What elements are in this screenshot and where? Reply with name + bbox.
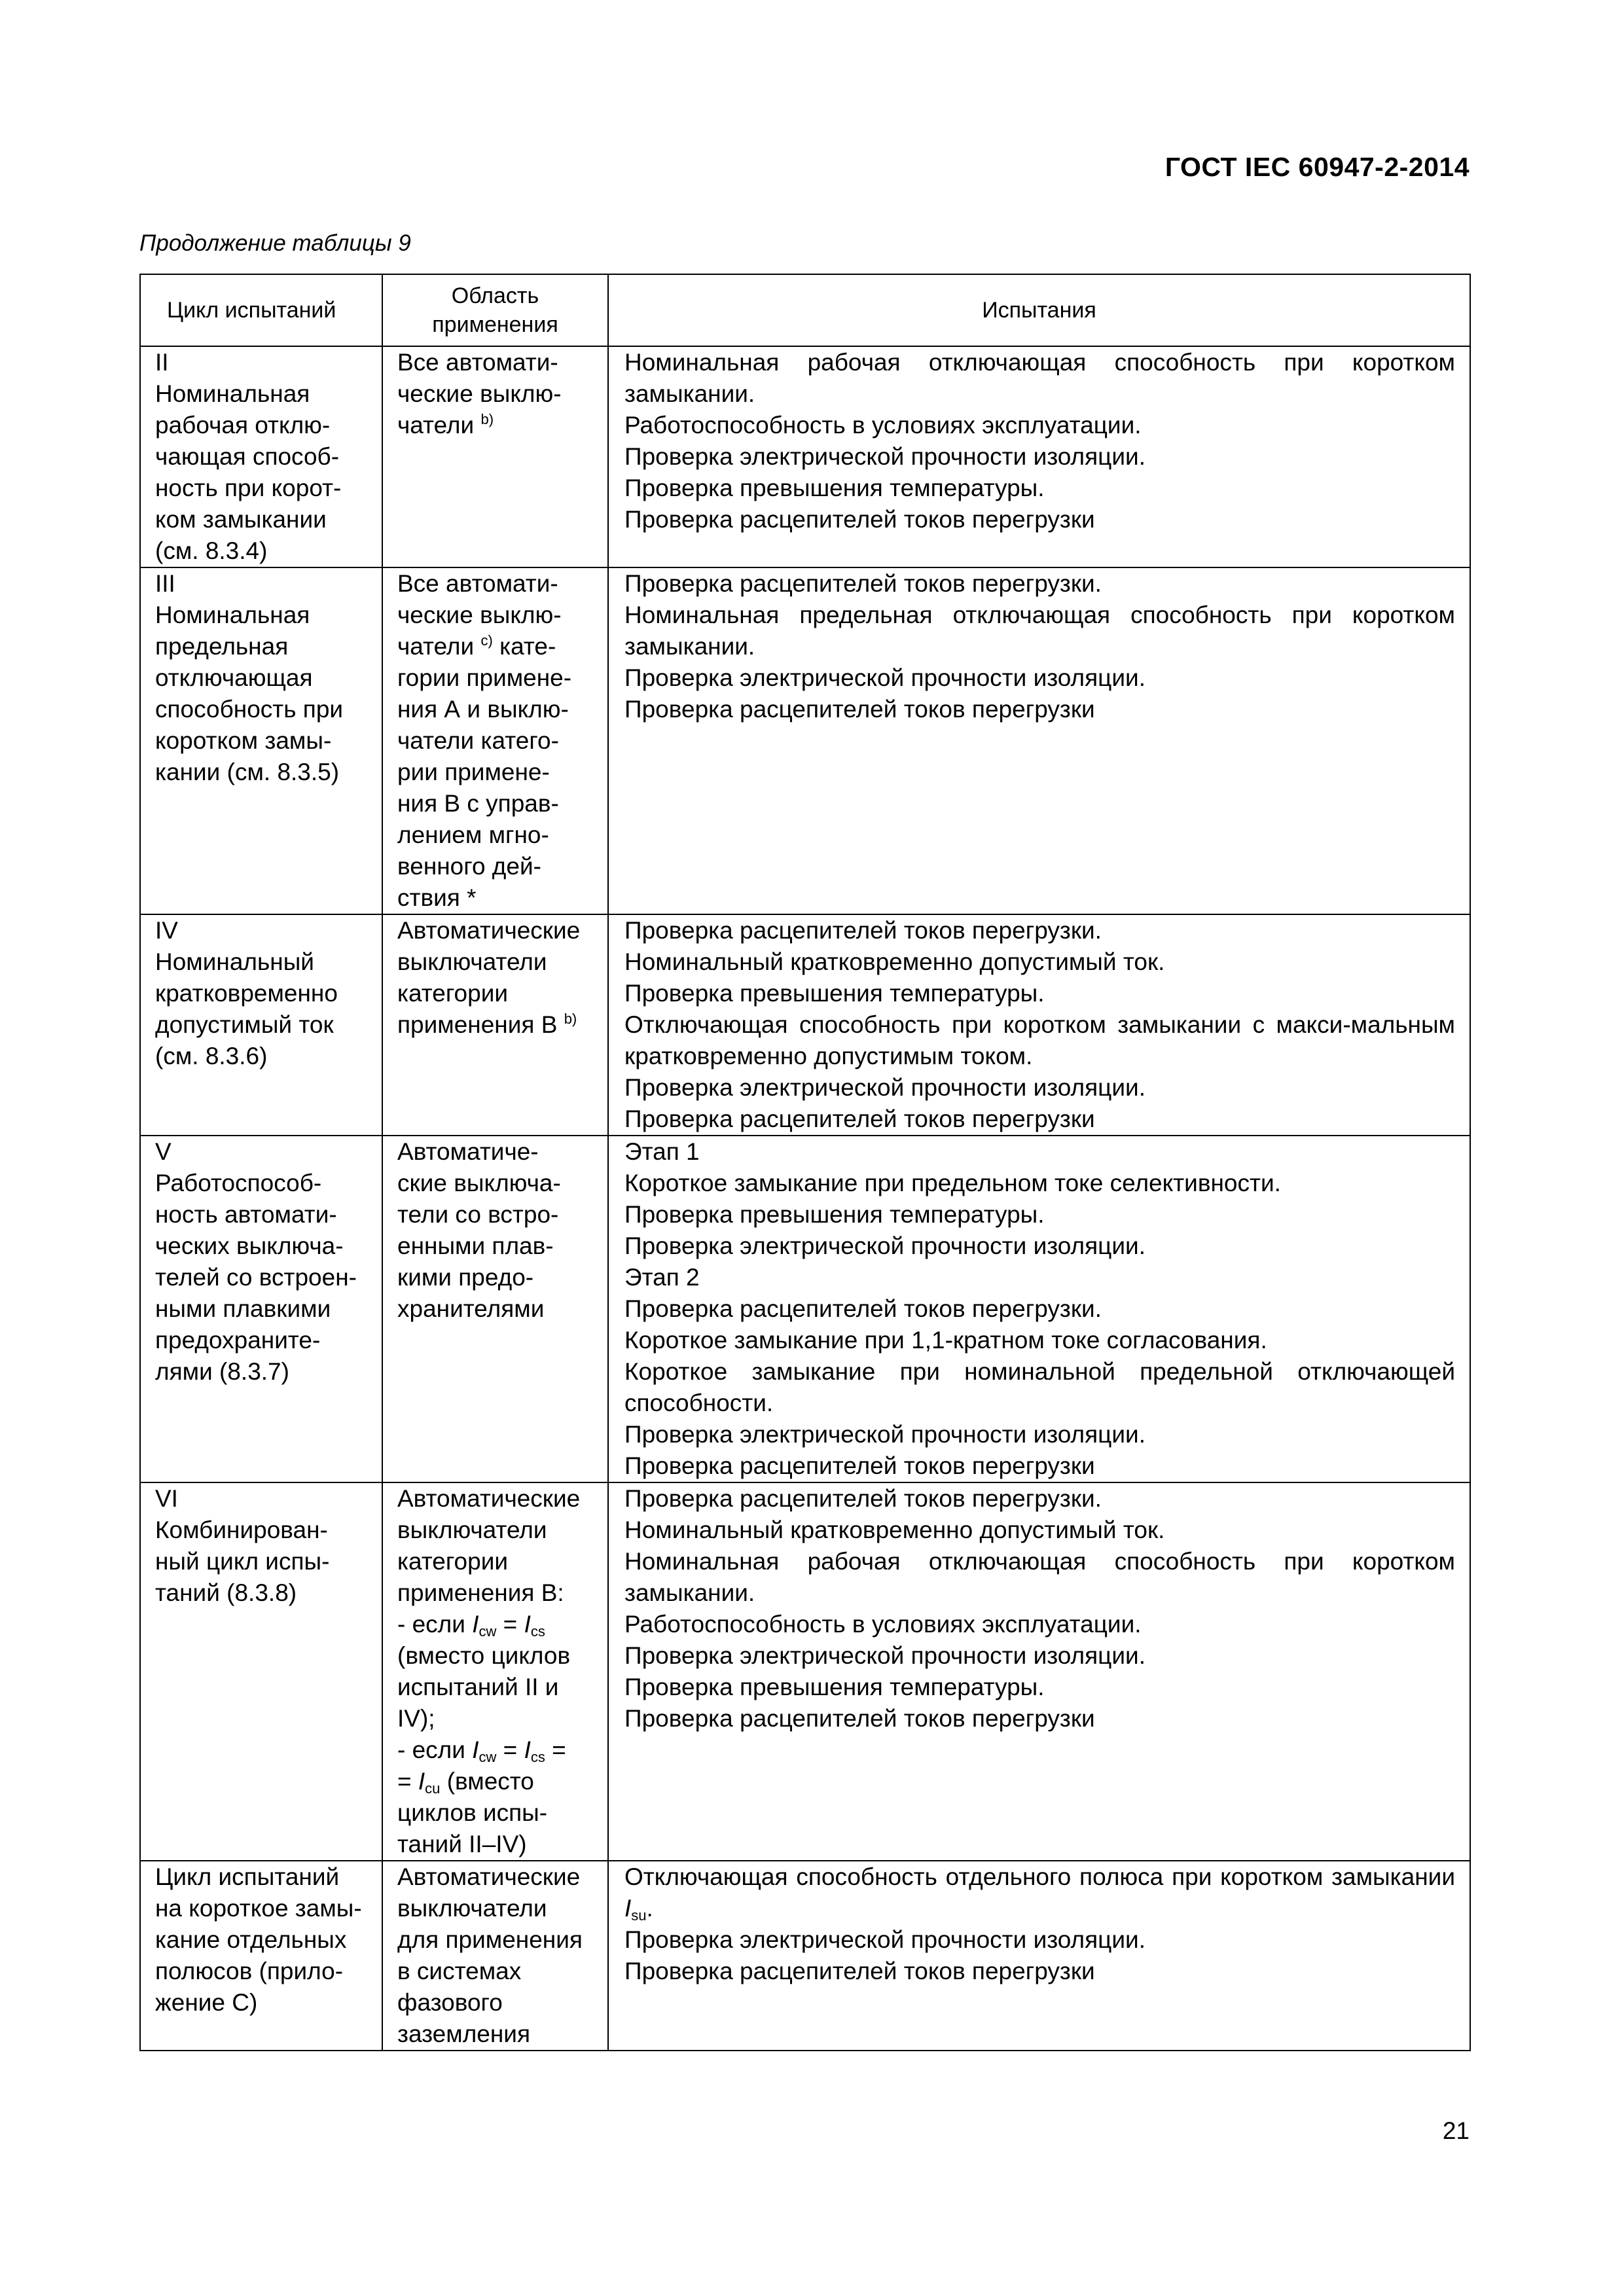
area-text: чатели — [397, 633, 481, 660]
area-line: ческие выклю- — [397, 380, 562, 407]
test-line: Короткое замыкание при 1,1-кратном токе согласования. — [624, 1327, 1267, 1354]
current-subscript: su — [631, 1907, 647, 1924]
current-symbol: I — [524, 1736, 531, 1763]
cycle-line: ком замыкании — [155, 506, 327, 533]
tests-table — [139, 274, 1471, 2051]
current-symbol: I — [418, 1768, 425, 1795]
table-row — [140, 914, 1470, 1136]
area-line: рии примене- — [397, 759, 550, 785]
cycle-line: способность при — [155, 696, 344, 723]
area-line: выключатели — [397, 1516, 547, 1543]
cycle-line: VI — [155, 1485, 178, 1512]
current-symbol: I — [472, 1736, 479, 1763]
test-line: Проверка превышения температуры. — [624, 980, 1045, 1007]
cycle-line: отключающая — [155, 664, 313, 691]
header-area-line: применения — [432, 312, 558, 337]
area-text: - если — [397, 1736, 473, 1763]
area-line: енными плав- — [397, 1232, 554, 1259]
equals-sign: = — [545, 1736, 566, 1763]
cycle-line: (см. 8.3.6) — [155, 1043, 268, 1069]
area-text: применения В — [397, 1011, 564, 1038]
footnote-ref: b) — [480, 411, 494, 427]
cycle-line: Номинальная — [155, 601, 310, 628]
area-line — [397, 631, 601, 662]
test-line — [624, 1861, 1455, 1924]
cycle-line: кратковременно — [155, 980, 338, 1007]
cycle-line: полюсов (прило- — [155, 1958, 344, 1984]
area-text: кате- — [492, 633, 556, 660]
tests-cell — [608, 1861, 1470, 2051]
cycle-line: Номинальная — [155, 380, 310, 407]
area-line: применения В: — [397, 1579, 564, 1606]
area-line: гории примене- — [397, 664, 572, 691]
cycle-line: ческих выключа- — [155, 1232, 344, 1259]
test-line: Проверка расцепителей токов перегрузки. — [624, 917, 1102, 944]
area-line: испытаний II и — [397, 1674, 559, 1700]
test-line: Проверка расцепителей токов перегрузки — [624, 506, 1095, 533]
area-line: кими предо- — [397, 1264, 534, 1291]
area-cell — [382, 914, 608, 1136]
footnote-ref: c) — [480, 632, 493, 649]
test-line: Работоспособность в условиях эксплуатации. — [624, 412, 1142, 439]
area-line: выключатели — [397, 1895, 547, 1922]
table-row — [140, 1482, 1470, 1861]
equals-sign: = — [397, 1768, 418, 1795]
area-line: ские выключа- — [397, 1170, 561, 1196]
tests-cell — [608, 914, 1470, 1136]
test-line: Номинальный кратковременно допустимый ток. — [624, 948, 1165, 975]
tests-cell — [608, 567, 1470, 914]
area-line — [397, 410, 601, 441]
area-line: категории — [397, 1548, 509, 1575]
current-symbol: I — [624, 1895, 632, 1922]
cycle-line: рабочая отклю- — [155, 412, 331, 439]
cycle-line: IV — [155, 917, 178, 944]
test-line: Номинальная рабочая отключающая способность при коротком замыкании. — [624, 349, 1455, 407]
cycle-cell — [140, 346, 382, 567]
equals-sign: = — [496, 1611, 524, 1638]
area-cell — [382, 567, 608, 914]
area-text: - если — [397, 1611, 473, 1638]
current-subscript: cs — [530, 1623, 545, 1640]
cycle-line: чающая способ- — [155, 443, 340, 470]
test-line: Проверка расцепителей токов перегрузки. — [624, 570, 1102, 597]
table-caption: Продолжение таблицы 9 — [139, 230, 411, 256]
cycle-line: коротком замы- — [155, 727, 332, 754]
current-subscript: cw — [478, 1623, 497, 1640]
test-line: Проверка электрической прочности изоляции. — [624, 664, 1146, 691]
cycle-line: кании (см. 8.3.5) — [155, 759, 340, 785]
header-cycle: Цикл испытаний — [140, 274, 382, 346]
cycle-line: ный цикл испы- — [155, 1548, 330, 1575]
cycle-line: III — [155, 570, 175, 597]
area-line: выключатели — [397, 948, 547, 975]
test-line: Этап 1 — [624, 1138, 700, 1165]
cycle-cell — [140, 1861, 382, 2051]
area-line: Автоматические — [397, 1863, 581, 1890]
test-text: . — [646, 1895, 653, 1922]
area-line: Автоматиче- — [397, 1138, 539, 1165]
cycle-line: телей со встроен- — [155, 1264, 357, 1291]
area-line: ния А и выклю- — [397, 696, 569, 723]
formula-line — [397, 1734, 601, 1766]
area-line: венного дей- — [397, 853, 541, 880]
cycle-line: допустимый ток — [155, 1011, 334, 1038]
cycle-line: ность автомати- — [155, 1201, 337, 1228]
area-text: чатели — [397, 412, 481, 439]
test-line: Проверка электрической прочности изоляции. — [624, 1642, 1146, 1669]
area-cell — [382, 346, 608, 567]
test-line: Проверка электрической прочности изоляции. — [624, 1926, 1146, 1953]
area-cell — [382, 1861, 608, 2051]
equals-sign: = — [496, 1736, 524, 1763]
cycle-line: II — [155, 349, 169, 376]
cycle-line: V — [155, 1138, 171, 1165]
current-subscript: cs — [530, 1749, 545, 1765]
test-line: Работоспособность в условиях эксплуатации. — [624, 1611, 1142, 1638]
test-line: Этап 2 — [624, 1264, 700, 1291]
current-subscript: cu — [425, 1780, 441, 1797]
area-text: (вместо — [440, 1768, 534, 1795]
table-row — [140, 567, 1470, 914]
footnote-ref: b) — [564, 1011, 577, 1027]
cycle-cell — [140, 1136, 382, 1482]
cycle-cell — [140, 567, 382, 914]
page-number: 21 — [1442, 2117, 1470, 2144]
tests-cell — [608, 346, 1470, 567]
table-row — [140, 346, 1470, 567]
test-line: Проверка электрической прочности изоляции. — [624, 443, 1146, 470]
area-line: тели со встро- — [397, 1201, 559, 1228]
cycle-cell — [140, 914, 382, 1136]
current-symbol: I — [524, 1611, 531, 1638]
test-line: Номинальный кратковременно допустимый ток. — [624, 1516, 1165, 1543]
area-line: хранителями — [397, 1295, 545, 1322]
cycle-line: Цикл испытаний — [155, 1863, 340, 1890]
area-line: ствия * — [397, 884, 477, 911]
test-line: Проверка превышения температуры. — [624, 1674, 1045, 1700]
area-line: для применения — [397, 1926, 583, 1953]
cycle-line: Комбинирован- — [155, 1516, 328, 1543]
area-line — [397, 1009, 601, 1041]
formula-line — [397, 1609, 601, 1640]
area-line: таний II–IV) — [397, 1831, 527, 1857]
cycle-line: на короткое замы- — [155, 1895, 362, 1922]
area-line: Автоматические — [397, 1485, 581, 1512]
document-id: ГОСТ IEC 60947-2-2014 — [1164, 152, 1470, 182]
area-line: Все автомати- — [397, 349, 558, 376]
header-tests: Испытания — [608, 274, 1470, 346]
area-line: IV); — [397, 1705, 435, 1732]
table-row — [140, 1861, 1470, 2051]
area-line: ния В с управ- — [397, 790, 559, 817]
test-line: Проверка расцепителей токов перегрузки. — [624, 1295, 1102, 1322]
area-cell — [382, 1136, 608, 1482]
test-line: Проверка расцепителей токов перегрузки — [624, 1105, 1095, 1132]
test-line: Проверка электрической прочности изоляции. — [624, 1421, 1146, 1448]
current-symbol: I — [472, 1611, 479, 1638]
test-line: Проверка превышения температуры. — [624, 1201, 1045, 1228]
test-line: Проверка расцепителей токов перегрузки. — [624, 1485, 1102, 1512]
test-line: Короткое замыкание при номинальной предельной отключающей способности. — [624, 1358, 1455, 1416]
area-line: в системах — [397, 1958, 522, 1984]
formula-line — [397, 1766, 601, 1797]
cycle-line: (см. 8.3.4) — [155, 537, 268, 564]
tests-cell — [608, 1136, 1470, 1482]
area-line: Автоматические — [397, 917, 581, 944]
area-line: заземления — [397, 2020, 530, 2047]
area-line: категории — [397, 980, 509, 1007]
area-cell — [382, 1482, 608, 1861]
cycle-line: Номинальный — [155, 948, 314, 975]
area-line: (вместо циклов — [397, 1642, 571, 1669]
area-line: фазового — [397, 1989, 503, 2016]
test-line: Отключающая способность при коротком замыкании с макси-мальным кратковременно допустимым током. — [624, 1011, 1455, 1069]
cycle-line: таний (8.3.8) — [155, 1579, 297, 1606]
test-line: Проверка превышения температуры. — [624, 475, 1045, 501]
tests-cell — [608, 1482, 1470, 1861]
test-line: Номинальная предельная отключающая способность при коротком замыкании. — [624, 601, 1455, 660]
cycle-line: ными плавкими — [155, 1295, 331, 1322]
test-line: Проверка расцепителей токов перегрузки — [624, 696, 1095, 723]
test-line: Номинальная рабочая отключающая способность при коротком замыкании. — [624, 1548, 1455, 1606]
area-line: циклов испы- — [397, 1799, 548, 1826]
header-area-line: Область — [451, 283, 539, 308]
current-subscript: cw — [478, 1749, 497, 1765]
cycle-line: ность при корот- — [155, 475, 342, 501]
cycle-line: кание отдельных — [155, 1926, 347, 1953]
test-line: Проверка электрической прочности изоляции. — [624, 1232, 1146, 1259]
table-row — [140, 1136, 1470, 1482]
test-line: Проверка расцепителей токов перегрузки — [624, 1958, 1095, 1984]
cycle-line: жение С) — [155, 1989, 258, 2016]
test-line: Короткое замыкание при предельном токе селективности. — [624, 1170, 1281, 1196]
test-line: Проверка расцепителей токов перегрузки — [624, 1705, 1095, 1732]
area-line: Все автомати- — [397, 570, 558, 597]
header-area — [382, 274, 608, 346]
test-line: Проверка расцепителей токов перегрузки — [624, 1452, 1095, 1479]
test-line: Проверка электрической прочности изоляции. — [624, 1074, 1146, 1101]
cycle-line: предельная — [155, 633, 289, 660]
test-text: Отключающая способность отдельного полюса при коротком замыкании — [624, 1863, 1455, 1890]
cycle-line: Работоспособ- — [155, 1170, 322, 1196]
area-line: чатели катего- — [397, 727, 559, 754]
cycle-cell — [140, 1482, 382, 1861]
cycle-line: лями (8.3.7) — [155, 1358, 289, 1385]
cycle-line: предохраните- — [155, 1327, 321, 1354]
area-line: лением мгно- — [397, 821, 549, 848]
area-line: ческие выклю- — [397, 601, 562, 628]
table-header-row — [140, 274, 1470, 346]
